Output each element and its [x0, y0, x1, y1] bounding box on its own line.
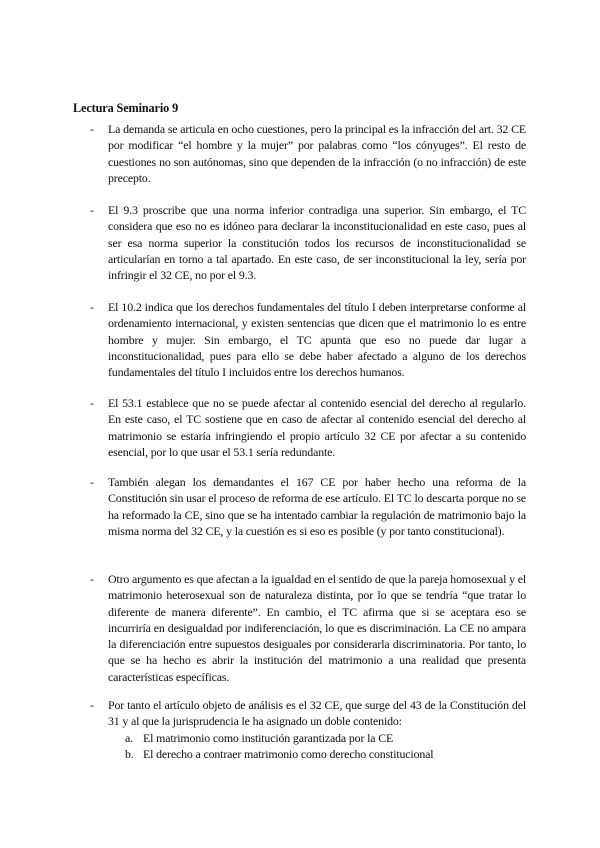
list-item	[90, 697, 526, 762]
paragraph: El 53.1 establece que no se puede afectar al contenido esencial del derecho al regularlo. En este caso, el TC sostiene que en caso de afectar al contenido esencial del derecho al matrimonio se estaría infringiendo el propio artículo 32 CE por afectar a su contenido esencial, por lo que usar el 53.1 sería redundante.	[108, 396, 526, 459]
list-item	[90, 571, 526, 685]
list-item	[90, 202, 526, 283]
paragraph: El 9.3 proscribe que una norma inferior contradiga una superior. Sin embargo, el TC considera que eso no es idóneo para declarar la inconstitucionalidad en este caso, pues al ser esa norma superior la constitución todos los recursos de inconstitucionalidad se articularían en torno a tal apartado. En este caso, de ser inconstitucional la ley, sería por infringir el 32 CE, no por el 9.3.	[108, 203, 526, 283]
paragraph: Por tanto el artículo objeto de análisis es el 32 CE, que surge del 43 de la Constitución del 31 y al que la jurisprudencia le ha asignado un doble contenido:	[108, 698, 526, 729]
paragraph: El 10.2 indica que los derechos fundamentales del título I deben interpretarse conforme al ordenamiento internacional, y existen sentencias que dicen que el matrimonio lo es entre hombre y mujer. Sin embargo, el TC apunta que eso no puede dar lugar a inconstitucionalidad, pues para ello se debe haber afectado a alguno de los derechos fundamentales del título I incluidos entre los derechos humanos.	[108, 300, 526, 380]
bullet-dash: -	[90, 122, 94, 136]
document-title: Lectura Seminario 9	[73, 101, 179, 115]
bullet-dash: -	[90, 698, 94, 712]
list-item	[90, 121, 526, 186]
paragraph: También alegan los demandantes el 167 CE por haber hecho una reforma de la Constitución sin usar el proceso de reforma de ese artículo. El TC lo descarta porque no se ha reformado la CE, sino que se ha intentado cambiar la regulación de matrimonio bajo la misma norma del 32 CE, y la cuestión es si eso es posible (y por tanto constitucional).	[108, 475, 526, 538]
sublist	[125, 730, 526, 763]
paragraph: Otro argumento es que afectan a la igualdad en el sentido de que la pareja homosexual y el matrimonio heterosexual son de naturaleza distinta, por lo que se tendría “que tratar lo diferente de manera diferente”. En cambio, el TC afirma que si se aceptara eso se incurriría en desigualdad por indiferenciación, lo que es discriminación. La CE no ampara la diferenciación entre supuestos desiguales por considerarla discriminatoria. Por tanto, lo que se ha hecho es abrir la institución del matrimonio a una realidad que presenta características específicas.	[108, 572, 526, 684]
sublist-item	[125, 746, 526, 762]
bullet-dash: -	[90, 572, 94, 586]
list-item	[90, 395, 526, 460]
bullet-dash: -	[90, 203, 94, 217]
bullet-dash: -	[90, 475, 94, 489]
list-item	[90, 474, 526, 539]
sublist-text: El matrimonio como institución garantizada por la CE	[143, 730, 394, 745]
sublist-marker: a.	[125, 730, 133, 745]
sublist-marker: b.	[125, 746, 134, 761]
sublist-text: El derecho a contraer matrimonio como derecho constitucional	[143, 746, 434, 761]
paragraph: La demanda se articula en ocho cuestiones, pero la principal es la infracción del art. 32 CE por modificar “el hombre y la mujer” por palabras como “los cónyuges”. El resto de cuestiones no son autónomas, sino que dependen de la infracción (o no infracción) de este precepto.	[108, 122, 526, 185]
list-item	[90, 299, 526, 380]
bullet-dash: -	[90, 396, 94, 410]
sublist-item	[125, 730, 526, 746]
bullet-dash: -	[90, 300, 94, 314]
